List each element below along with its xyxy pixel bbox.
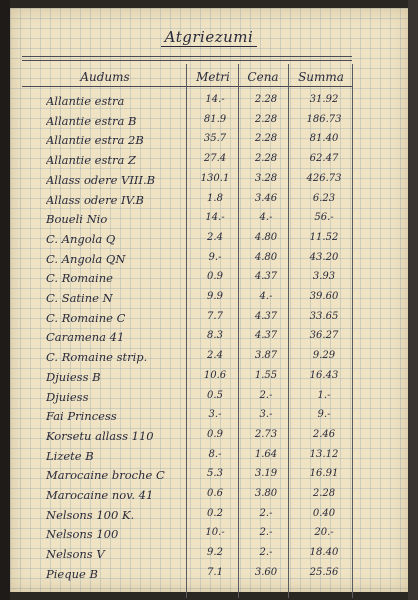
- row-name: Marocaine broche C: [46, 468, 165, 483]
- row-sum: 1.-: [317, 389, 331, 401]
- row-meters: 14.-: [205, 212, 225, 224]
- row-meters: 81.9: [203, 113, 227, 125]
- row-name: Fai Princess: [46, 409, 117, 424]
- row-price: 1.64: [254, 448, 278, 460]
- row-meters: 130.1: [200, 172, 230, 184]
- row-meters: 9.2: [207, 547, 223, 559]
- table-row: [10, 271, 408, 291]
- table-row: [10, 94, 408, 114]
- row-price: 4.37: [254, 271, 278, 283]
- table-row: [10, 409, 408, 429]
- header-sum: Summa: [298, 70, 344, 84]
- row-sum: 39.60: [309, 291, 339, 302]
- table-row: [10, 390, 408, 410]
- table-row: [10, 212, 408, 232]
- row-name: Boueli Nio: [46, 212, 108, 227]
- book-spine: [0, 0, 10, 600]
- table-row: [10, 133, 408, 153]
- table-row: [10, 232, 408, 252]
- row-name: Pieque B: [46, 566, 98, 581]
- row-meters: 0.2: [207, 507, 223, 519]
- row-meters: 7.1: [207, 566, 223, 578]
- row-price: 4.-: [259, 291, 273, 302]
- row-price: 2.-: [259, 507, 273, 519]
- row-price: 3.46: [254, 192, 278, 204]
- row-price: 4.37: [254, 310, 278, 322]
- row-sum: 20.-: [314, 527, 334, 539]
- row-meters: 9.-: [208, 251, 222, 263]
- title-text: Atgriezumi: [161, 28, 258, 47]
- row-name: Nelsons 100 K.: [46, 507, 135, 522]
- row-price: 3.19: [254, 468, 278, 480]
- row-name: Djuiess: [46, 389, 89, 404]
- row-meters: 8.3: [207, 330, 223, 342]
- table-row: [10, 508, 408, 528]
- row-sum: 0.40: [312, 507, 336, 519]
- row-name: Korsetu allass 110: [46, 428, 154, 443]
- row-name: Allantie estra: [46, 94, 125, 108]
- row-name: Nelsons 100: [46, 527, 119, 542]
- row-sum: 81.40: [309, 133, 339, 145]
- page-edge: [408, 0, 418, 600]
- row-name: Allass odere VIII.B: [46, 172, 156, 187]
- header-name: Audums: [80, 70, 130, 84]
- row-sum: 6.23: [312, 192, 336, 204]
- row-price: 3.87: [254, 350, 278, 362]
- row-sum: 9.-: [317, 409, 331, 421]
- row-sum: 11.52: [309, 231, 339, 243]
- row-meters: 8.-: [208, 448, 222, 460]
- row-meters: 0.5: [207, 389, 223, 401]
- row-name: C. Satine N: [46, 291, 113, 305]
- row-price: 4.37: [254, 330, 278, 342]
- table-row: [10, 173, 408, 193]
- row-sum: 186.73: [306, 113, 342, 125]
- row-sum: 3.93: [312, 271, 336, 283]
- row-meters: 0.9: [207, 271, 223, 283]
- row-price: 2.-: [259, 389, 273, 401]
- table-row: [10, 527, 408, 547]
- row-meters: 14.-: [205, 94, 225, 105]
- row-price: 2.28: [254, 94, 278, 105]
- row-price: 2.-: [259, 547, 273, 559]
- row-meters: 7.7: [207, 310, 223, 322]
- row-price: 2.28: [254, 153, 278, 165]
- row-name: Allantie estra Z: [46, 153, 137, 168]
- header-price: Cena: [247, 70, 279, 84]
- table-row: [10, 350, 408, 370]
- row-sum: 18.40: [309, 547, 339, 559]
- row-price: 1.55: [254, 369, 278, 381]
- row-sum: 426.73: [306, 172, 342, 184]
- header-meters: Metri: [196, 70, 230, 84]
- row-sum: 2.46: [312, 428, 336, 440]
- row-price: 3.80: [254, 488, 278, 499]
- row-sum: 36.27: [309, 330, 339, 342]
- row-meters: 5.3: [207, 468, 223, 480]
- ledger-page: [10, 8, 408, 592]
- header-top-rule-double: [22, 60, 352, 61]
- table-row: [10, 114, 408, 134]
- row-sum: 31.92: [309, 94, 339, 105]
- row-sum: 2.28: [312, 488, 336, 499]
- table-row: [10, 291, 408, 311]
- table-row: [10, 252, 408, 272]
- row-price: 2.73: [254, 428, 278, 440]
- row-name: Allantie estra 2B: [46, 133, 144, 148]
- row-sum: 13.12: [309, 448, 339, 460]
- row-price: 3.60: [254, 566, 278, 578]
- table-row: [10, 193, 408, 213]
- row-meters: 35.7: [203, 133, 227, 145]
- row-meters: 10.6: [203, 369, 227, 381]
- row-name: Allass odere IV.B: [46, 192, 144, 207]
- row-price: 4.80: [254, 251, 278, 263]
- row-sum: 16.91: [309, 468, 339, 480]
- table-row: [10, 330, 408, 350]
- row-price: 2.28: [254, 113, 278, 125]
- row-sum: 25.56: [309, 566, 339, 578]
- row-meters: 9.9: [207, 291, 223, 302]
- table-row: [10, 153, 408, 173]
- table-row: [10, 567, 408, 587]
- table-row: [10, 311, 408, 331]
- row-sum: 33.65: [309, 310, 339, 322]
- header-top-rule: [22, 56, 352, 57]
- row-sum: 9.29: [312, 350, 336, 362]
- row-meters: 0.9: [207, 428, 223, 440]
- table-row: [10, 547, 408, 567]
- row-meters: 10.-: [205, 527, 225, 539]
- row-meters: 3.-: [208, 409, 222, 421]
- row-sum: 62.47: [309, 153, 339, 165]
- row-price: 2.-: [259, 527, 273, 539]
- row-name: C. Romaine strip.: [46, 350, 148, 365]
- row-name: C. Angola QN: [46, 251, 126, 266]
- row-name: Nelsons V: [46, 547, 105, 562]
- row-price: 4.-: [259, 212, 273, 224]
- row-sum: 56.-: [314, 212, 334, 224]
- row-name: C. Romaine: [46, 271, 113, 286]
- table-row: [10, 449, 408, 469]
- row-meters: 2.4: [207, 350, 223, 362]
- row-meters: 0.6: [207, 488, 223, 499]
- row-name: Caramena 41: [46, 330, 125, 345]
- row-sum: 43.20: [309, 251, 339, 263]
- row-meters: 2.4: [207, 231, 223, 243]
- row-sum: 16.43: [309, 369, 339, 381]
- table-row: [10, 488, 408, 508]
- row-price: 3.28: [254, 172, 278, 184]
- row-name: Allantie estra B: [46, 113, 137, 128]
- table-row: [10, 370, 408, 390]
- table-row: [10, 429, 408, 449]
- row-name: Marocaine nov. 41: [46, 488, 154, 502]
- row-price: 3.-: [259, 409, 273, 421]
- page-title: [10, 28, 408, 46]
- row-price: 2.28: [254, 133, 278, 145]
- row-meters: 27.4: [203, 153, 227, 165]
- row-name: C. Angola Q: [46, 231, 116, 246]
- row-name: C. Romaine C: [46, 310, 126, 325]
- table-row: [10, 468, 408, 488]
- row-meters: 1.8: [207, 192, 223, 204]
- row-name: Lizete B: [46, 448, 94, 463]
- header-bottom-rule: [22, 86, 352, 87]
- row-price: 4.80: [254, 231, 278, 243]
- row-name: Djuiess B: [46, 369, 101, 384]
